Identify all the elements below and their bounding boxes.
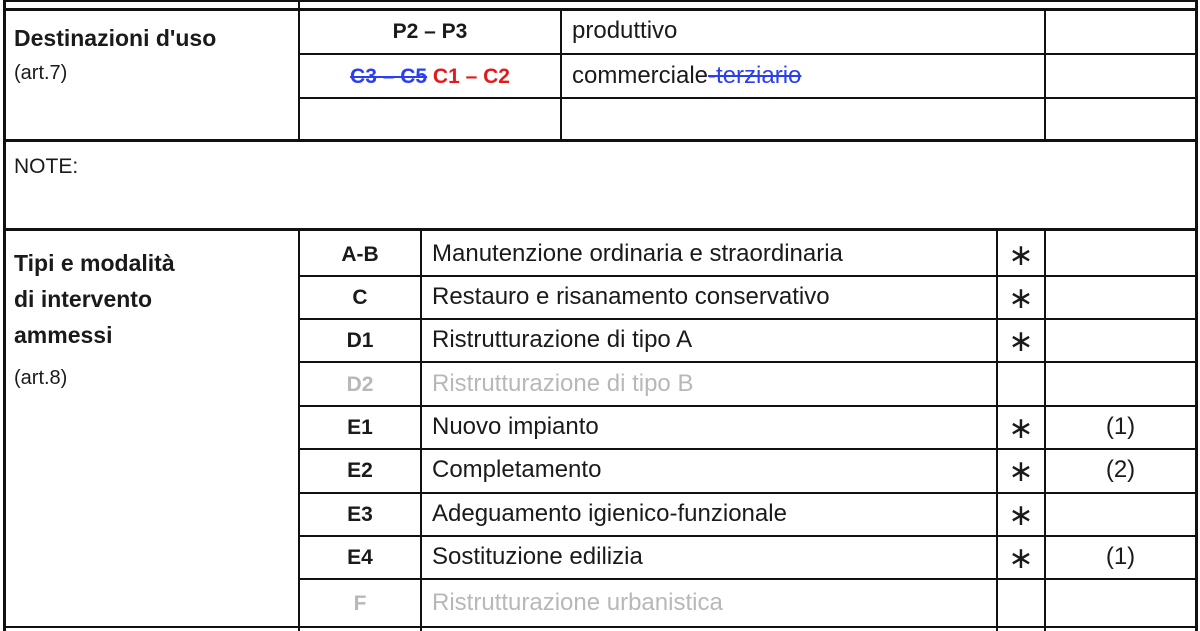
dest-desc-commerciale — [572, 64, 801, 88]
interventi-art: (art.8) — [14, 367, 68, 389]
intervento-code: E1 — [347, 416, 373, 439]
asterisk-mark: ∗ — [1008, 412, 1034, 445]
interventi-label-line-1: Tipi e modalità — [14, 250, 175, 276]
intervento-code: F — [353, 592, 367, 615]
intervento-desc: Ristrutturazione urbanistica — [432, 589, 723, 616]
intervento-desc: Manutenzione ordinaria e straordinaria — [432, 240, 843, 267]
asterisk-mark: ∗ — [1008, 499, 1034, 532]
intervento-code: D1 — [346, 329, 374, 352]
asterisk-mark: ∗ — [1008, 542, 1034, 575]
destinazioni-label: Destinazioni d'uso — [14, 25, 217, 51]
intervento-desc: Ristrutturazione di tipo A — [432, 326, 693, 353]
intervento-code: E4 — [347, 546, 373, 569]
intervento-code: C — [352, 286, 368, 309]
footnote-ref: (1) — [1105, 543, 1136, 570]
new-code: C1 – C2 — [432, 65, 510, 88]
asterisk-mark: ∗ — [1008, 455, 1034, 488]
footnote-ref: (1) — [1105, 413, 1136, 440]
intervento-desc: Adeguamento igienico-funzionale — [432, 500, 787, 527]
interventi-label-line-2: di intervento — [14, 286, 153, 312]
dest-code-commerciale — [300, 66, 560, 87]
intervento-code: E2 — [347, 459, 373, 482]
commerciale-text: commerciale — [572, 62, 709, 89]
dest-code-p2p3: P2 – P3 — [392, 20, 468, 43]
intervento-desc: Ristrutturazione di tipo B — [432, 370, 694, 397]
asterisk-mark: ∗ — [1008, 325, 1034, 358]
asterisk-mark: ∗ — [1008, 239, 1034, 272]
footnote-ref: (2) — [1105, 456, 1136, 483]
intervento-desc: Restauro e risanamento conservativo — [432, 283, 830, 310]
dest-desc-produttivo: produttivo — [572, 17, 678, 44]
intervento-code: D2 — [346, 373, 374, 396]
intervento-code: A-B — [341, 243, 379, 266]
struck-terziario: -terziario — [708, 62, 802, 89]
struck-code: C3 – C5 — [350, 65, 428, 88]
destinazioni-art: (art.7) — [14, 62, 68, 84]
note-label: NOTE: — [14, 155, 79, 178]
intervento-desc: Nuovo impianto — [432, 413, 599, 440]
intervento-desc: Completamento — [432, 456, 602, 483]
interventi-label-line-3: ammessi — [14, 322, 113, 348]
intervento-desc: Sostituzione edilizia — [432, 543, 643, 570]
intervento-code: E3 — [347, 503, 373, 526]
asterisk-mark: ∗ — [1008, 282, 1034, 315]
